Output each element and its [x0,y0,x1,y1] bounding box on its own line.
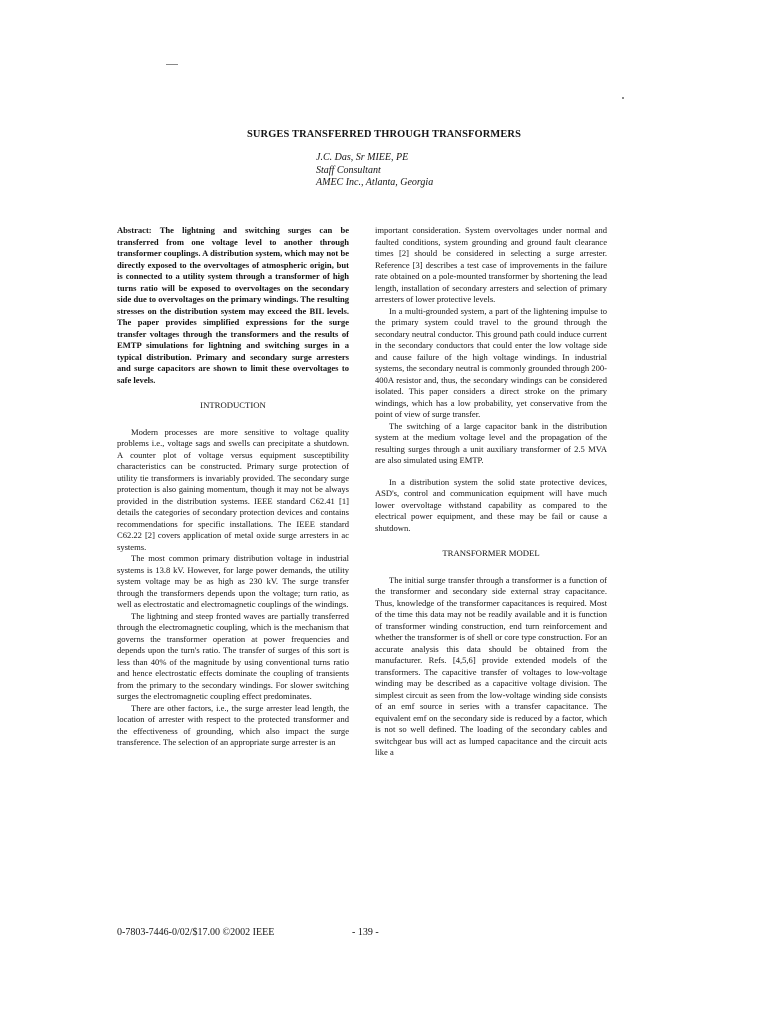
author-name: J.C. Das, Sr MIEE, PE [316,152,409,163]
scan-mark [166,64,178,65]
paragraph: important consideration. System overvoltages under normal and faulted conditions, system grounding and ground fault clearance times [2] should be considered in selecting a surge arrester. Reference [3] describes a test case of improvements in the failure rate obtained on a pole-mounted transformer by shortening the lead length, installation of secondary arresters and selection of primary arresters of lower protective levels. [375,225,607,304]
page-number: - 139 - [352,927,379,938]
scan-mark [622,97,624,99]
paragraph: The switching of a large capacitor bank in the distribution system at the medium voltage level and the propagation of the resulting surges through a unit auxiliary transformer of 2.5 MVA are also simulated using EMTP. [375,420,607,465]
author-block [316,152,433,190]
left-column [117,225,349,749]
paragraph: The initial surge transfer through a transformer is a function of the transformer and secondary side external stray capacitance. Thus, knowledge of the transformer capacitances is required. Most of the time this data may not be readily available and it is function of transformer winding construction, end turn reinforcement and whether the transformer is of shell or core type construction. For an accurate analysis this data should be obtained from the manufacturer. Refs. [4,5,6] provide extended models of the transformers. The capacitive transfer of voltages to low-voltage winding may be described as a capacitive voltage division. The simplest circuit as seen from the low-voltage winding side consists of an emf source in series with a transfer capacitance. The equivalent emf on the secondary side is reduced by a factor, which is not so well defined. The loading of the secondary cables and switchgear bus will act as lumped capacitance and the circuit acts like a [375,574,607,757]
paragraph: The most common primary distribution voltage in industrial systems is 13.8 kV. However, for large power demands, the utility system voltage may be as high as 230 kV. The surge transfer through the transformers depends upon the voltage; turn ratio, as well as electrostatic and electromagnetic couplings of the windings. [117,553,349,609]
author-affiliation: AMEC Inc., Atlanta, Georgia [316,177,434,188]
paragraph: The lightning and steep fronted waves are partially transferred through the electromagnetic coupling, which is the mechanism that governs the transformer operation at power frequencies and depends upon the turn's ratio. The transfer of surges of this sort is less than 40% of the magnitude by using conventional turns ratio and hence electrostatic effects dominate the coupling of transients from the primary to the secondary windings. For slower switching surges the electromagnetic coupling effect predominates. [117,610,349,701]
paragraph: In a distribution system the solid state protective devices, ASD's, control and communication equipment will have much lower overvoltage withstand capability as compared to the electrical power equipment, and these may be fail or cause a shutdown. [375,476,607,533]
paragraph: In a multi-grounded system, a part of the lightening impulse to the primary system could travel to the ground through the secondary neutral conductor. This ground path could induce current in the secondary conductors that could enter the low voltage side and cause failure of the high voltage windings. In industrial systems, the secondary neutral is commonly grounded through 200-400A resistor and, thus, the secondary windings can be considered isolated. This paper considers a direct stroke on the primary windings, which has a low probability, yet conservative from the point of view of surge transfer. [375,305,607,419]
paragraph: There are other factors, i.e., the surge arrester lead length, the location of arrester with respect to the protected transformer and the effectiveness of grounding, which also impact the surge transference. The selection of an appropriate surge arrester is an [117,702,349,747]
right-column [375,225,607,759]
section-heading-introduction: INTRODUCTION [200,400,266,410]
section-heading-transformer-model: TRANSFORMER MODEL [442,548,540,558]
paper-title: SURGES TRANSFERRED THROUGH TRANSFORMERS [246,129,522,140]
copyright-line: 0-7803-7446-0/02/$17.00 ©2002 IEEE [117,927,275,938]
paragraph: Modern processes are more sensitive to voltage quality problems i.e., voltage sags and swells can precipitate a shutdown. A counter plot of voltage versus equipment susceptibility characteristics can be constructed. Primary surge protection of utility tie transformers is invariably provided. The secondary surge protection is also gaining momentum, though it may not be always provided in the distribution systems. IEEE standard C62.41 [1] details the categories of secondary protection devices and contains recommendations for specific installations. The IEEE standard C62.22 [2] covers application of metal oxide surge arresters in ac systems. [117,426,349,552]
abstract: Abstract: The lightning and switching surges can be transferred from one voltage level to another through transformer couplings. A distribution system, which may not be directly exposed to the overvoltages of atmospheric origin, but is connected to a utility system through a transformer of high turns ratio will be exposed to overvoltages on the secondary side due to overvoltages on the primary windings. The resulting stresses on the distribution system may exceed the BIL levels. The paper provides simplified expressions for the surge transfer voltages through the transformers and the results of EMTP simulations for lightning and switching surges in a typical distribution. Primary and secondary surge arresters and surge capacitors are shown to limit these overvoltages to safe levels. [117,225,349,385]
author-position: Staff Consultant [316,164,381,176]
